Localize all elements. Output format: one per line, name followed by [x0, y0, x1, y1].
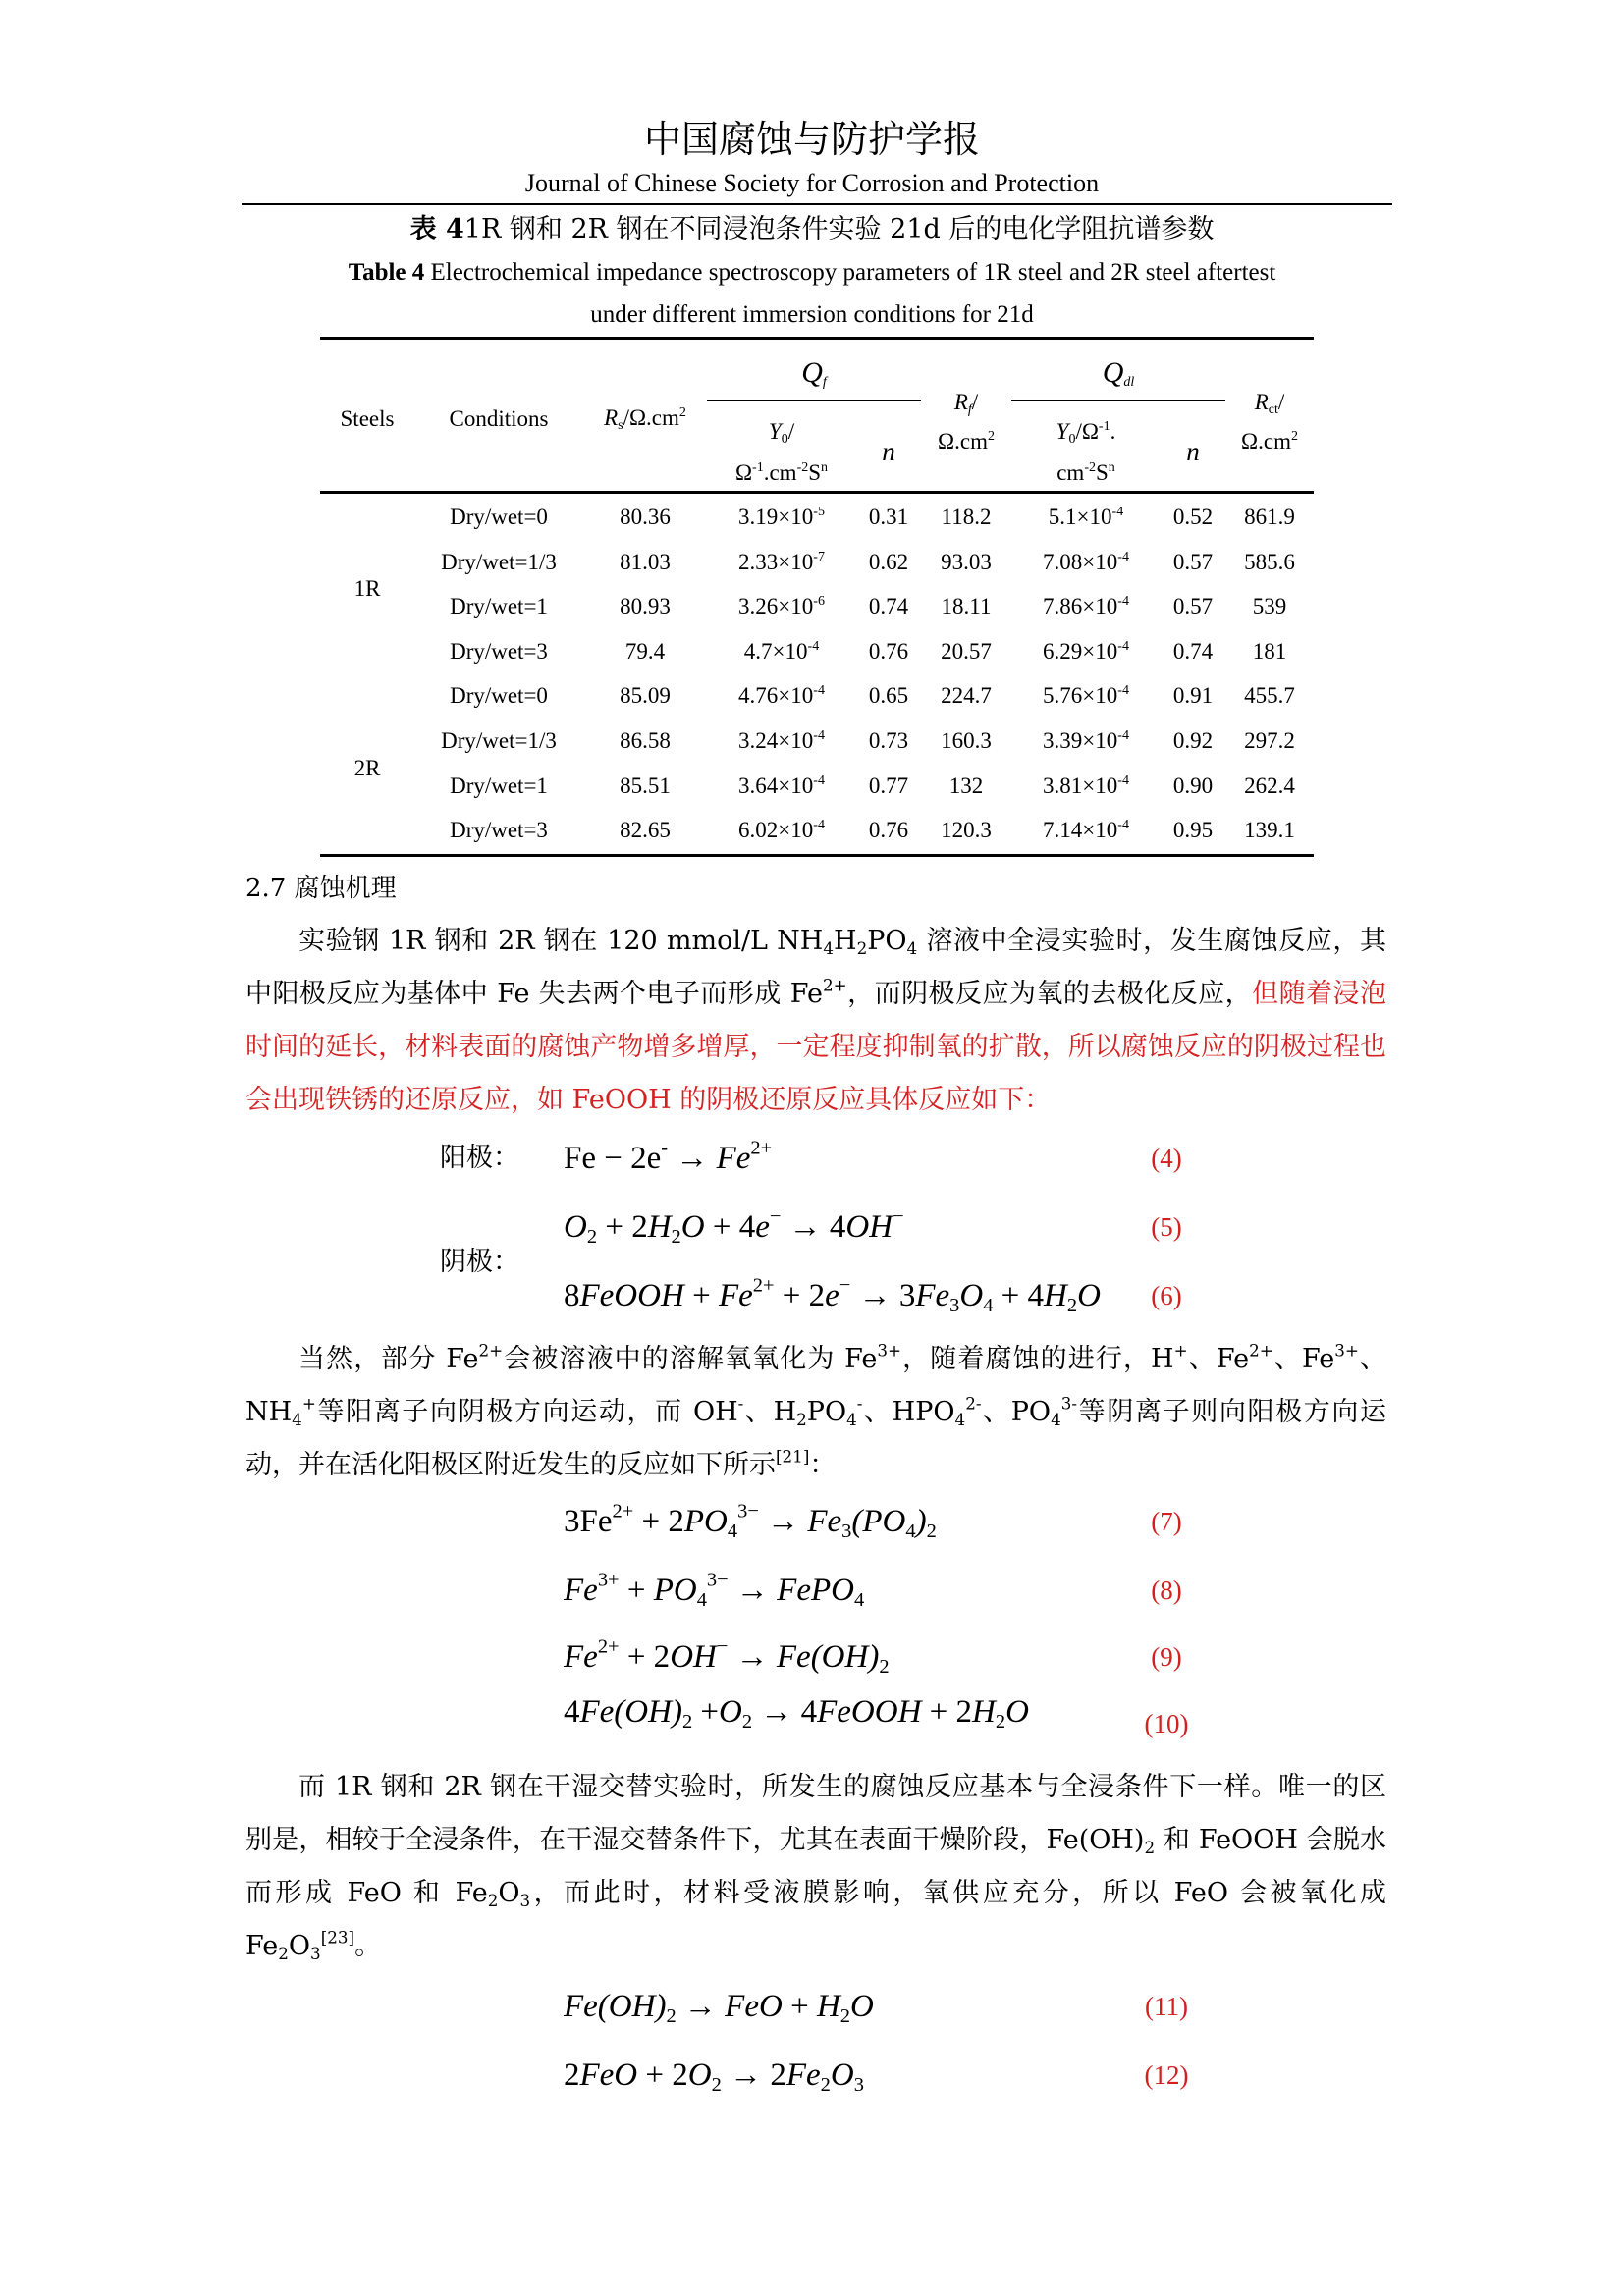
qdl-y0-unit3-sup: n	[1108, 460, 1115, 475]
cell-rct: 262.4	[1244, 774, 1295, 798]
header-qdl-y0-unit	[1011, 459, 1161, 487]
p1-e: ，而阴极反应为氧的去极化反应，	[846, 979, 1253, 1009]
p2-h: 、H	[743, 1397, 797, 1427]
p3-sub5: 3	[310, 1944, 321, 1964]
header-qf-y0-unit	[707, 459, 856, 487]
qf-y0-unit: Ω	[734, 460, 753, 485]
cell-rf: 93.03	[941, 550, 992, 574]
times-sign: ×	[1082, 683, 1096, 708]
cell-y0	[707, 504, 856, 531]
equation-11: $Fe(OH)_2$ → FeO + $H_2O$	[564, 1989, 874, 2028]
cell-ydl-base: 10	[1095, 594, 1118, 618]
cell-y0	[707, 817, 856, 844]
paragraph-1	[245, 915, 1386, 1127]
p2-sub5: 4	[1051, 1410, 1061, 1430]
cell-y0-mantissa: 2.33	[738, 550, 779, 574]
equation-number-7: (7)	[1151, 1507, 1182, 1536]
cell-ydl-exponent: -4	[1117, 728, 1129, 743]
cell-rs: 80.36	[620, 505, 671, 529]
p2-g: 等阳离子向阴极方向运动，而 OH	[315, 1397, 738, 1427]
cell-rs: 86.58	[620, 728, 671, 753]
p3-a: 而 1R 钢和 2R 钢在干湿交替实验时，所发生的腐蚀反应基本与全浸条件下一样。唯一的区别是，相较于全浸条件，在干湿交替条件下，尤其在表面干燥阶段，Fe(OH)	[245, 1772, 1386, 1855]
header-qf-y0	[707, 418, 856, 446]
qdl-span-rule	[1011, 400, 1225, 401]
cell-n2: 0.57	[1172, 594, 1214, 618]
cell-n1: 0.31	[868, 505, 909, 529]
times-sign: ×	[778, 594, 791, 618]
cell-y0-exponent: -4	[813, 728, 825, 743]
qdl-symbol: Q	[1102, 356, 1124, 389]
rf-unit: Ω.cm	[938, 429, 988, 454]
qdl-y0-sub: 0	[1068, 432, 1076, 447]
cell-cond: Dry/wet=0	[450, 683, 548, 708]
p2-sup6: +	[301, 1393, 316, 1414]
cell-rf: 20.57	[941, 639, 992, 664]
times-sign: ×	[1082, 728, 1096, 753]
p2-a: 当然，部分 Fe	[298, 1344, 479, 1374]
p1-sub2: 2	[856, 938, 868, 959]
qf-y0-slash: /	[787, 419, 795, 444]
times-sign: ×	[778, 550, 791, 574]
times-sign: ×	[778, 683, 791, 708]
cell-y0	[707, 549, 856, 576]
cell-ydl	[1011, 549, 1161, 576]
cell-cond: Dry/wet=1	[450, 774, 548, 798]
cell-y0-mantissa: 3.19	[738, 505, 779, 529]
cell-y0-base: 10	[790, 818, 814, 842]
cell-rs: 80.93	[620, 594, 671, 618]
p1-d: 溶液中全浸实验时，发生腐蚀反应，其中阳极反应为基体中 Fe 失去两个电子而形成 Fe	[245, 926, 1387, 1009]
cell-ydl-base: 10	[1095, 818, 1118, 842]
cell-rct: 861.9	[1244, 505, 1295, 529]
cell-ydl	[1011, 773, 1161, 800]
p2-i: PO	[806, 1397, 847, 1427]
cell-n2: 0.57	[1172, 550, 1214, 574]
cell-ydl-exponent: -4	[1117, 639, 1129, 654]
p2-j: 、HPO	[862, 1397, 955, 1427]
cell-n2: 0.91	[1172, 683, 1214, 708]
times-sign: ×	[1082, 550, 1096, 574]
cell-ydl-mantissa: 7.86	[1043, 594, 1083, 618]
cell-y0	[707, 773, 856, 800]
cell-rct: 539	[1252, 594, 1287, 618]
cell-rs: 79.4	[624, 639, 666, 664]
cell-cond: Dry/wet=3	[450, 818, 548, 842]
qf-y0-unit-sup: -1	[752, 460, 764, 475]
cell-rf: 18.11	[941, 594, 992, 618]
p2-ref: [21]	[776, 1446, 810, 1467]
cell-ydl-base: 10	[1089, 505, 1112, 529]
p1-c: PO	[867, 926, 907, 956]
cell-y0-exponent: -4	[813, 818, 825, 832]
cell-cond: Dry/wet=1	[450, 594, 548, 618]
equation-9: $Fe^{2+} + 2OH^- \to Fe(OH)_2$	[564, 1635, 890, 1679]
table-mid-rule	[320, 491, 1314, 494]
qf-y0-unit3: S	[808, 460, 822, 485]
qf-span-rule	[707, 400, 921, 401]
cell-rct: 585.6	[1244, 550, 1295, 574]
cell-n2: 0.74	[1172, 639, 1214, 664]
cell-ydl	[1011, 682, 1161, 710]
header-qdl	[1011, 356, 1225, 390]
cell-y0-base: 10	[790, 683, 814, 708]
p1-sup1: 2+	[823, 975, 847, 995]
cell-ydl-mantissa: 3.39	[1043, 728, 1083, 753]
rs-sup: 2	[678, 405, 686, 420]
cell-y0-base: 10	[790, 594, 814, 618]
cell-rs: 85.51	[620, 774, 671, 798]
p3-d: ，而此时，材料受液膜影响，氧供应充分，所以 FeO 会被氧化成 Fe	[245, 1878, 1386, 1961]
header-rf-unit	[921, 428, 1011, 455]
cell-ydl-exponent: -4	[1117, 683, 1129, 698]
p1-a: 实验钢 1R 钢和 2R 钢在 120 mmol/L NH	[298, 926, 824, 956]
equation-10: $4Fe(OH)_2 +O_2$ → 4FeOOH + $2H_2O$	[564, 1694, 1029, 1734]
qdl-y0-unit2: cm	[1056, 460, 1085, 485]
times-sign: ×	[1076, 505, 1090, 529]
cell-ydl	[1011, 727, 1161, 755]
p2-sup9: 2-	[965, 1393, 982, 1414]
cell-rf: 132	[948, 774, 984, 798]
p3-b: 和 FeOOH 会脱水而形成 FeO 和 Fe	[245, 1825, 1387, 1908]
qdl-y0-unit-sup: -1	[1098, 419, 1110, 434]
cell-y0	[707, 727, 856, 755]
p3-f: 。	[354, 1931, 382, 1961]
cell-rs: 85.09	[620, 683, 671, 708]
times-sign: ×	[1082, 639, 1096, 664]
table-caption-cn-text: 1R 钢和 2R 钢在不同浸泡条件实验 21d 后的电化学阻抗谱参数	[463, 214, 1215, 244]
p2-sup8: -	[856, 1393, 863, 1414]
p2-sub1: 4	[292, 1410, 302, 1430]
cell-n2: 0.52	[1172, 505, 1214, 529]
p1-b: H	[834, 926, 857, 956]
p2-l: 等阴离子则向阳极方向运动，并在活化阳极区附近发生的反应如下所示	[245, 1397, 1387, 1480]
cell-ydl-mantissa: 7.08	[1043, 550, 1083, 574]
p2-sup10: 3-	[1060, 1393, 1078, 1414]
p3-sub1: 2	[1144, 1838, 1156, 1858]
rct-unit-sup: 2	[1290, 429, 1298, 444]
cell-ydl-base: 10	[1095, 550, 1118, 574]
p2-sup5: 3+	[1334, 1340, 1359, 1361]
rct-unit: Ω.cm	[1241, 429, 1291, 454]
p2-f: 、NH	[245, 1344, 1386, 1427]
cell-ydl-base: 10	[1095, 683, 1118, 708]
qdl-sub: dl	[1123, 375, 1135, 390]
header-rf	[921, 389, 1011, 416]
rf-slash: /	[971, 390, 979, 414]
paragraph-3	[245, 1761, 1386, 1973]
cell-cond: Dry/wet=0	[450, 505, 548, 529]
cell-ydl	[1011, 638, 1161, 666]
p3-c: O	[498, 1878, 520, 1908]
cell-rct: 139.1	[1244, 818, 1295, 842]
equation-number-5: (5)	[1151, 1212, 1182, 1242]
times-sign: ×	[778, 774, 791, 798]
qf-y0-symbol: Y	[768, 419, 782, 444]
times-sign: ×	[778, 818, 791, 842]
cell-ydl-mantissa: 5.1	[1048, 505, 1077, 529]
qf-sub: f	[822, 375, 827, 390]
steel-group-2r: 2R	[353, 756, 381, 780]
cell-rs: 81.03	[620, 550, 671, 574]
p2-sup7: -	[737, 1393, 744, 1414]
equation-4: $Fe - 2e^- \to Fe^{2+}$	[564, 1137, 773, 1176]
equation-7: $3Fe^{2+} + 2PO_4^{3-} \to Fe_3(PO_4)_2$	[564, 1500, 937, 1543]
times-sign: ×	[1082, 594, 1096, 618]
qdl-y0-symbol: Y	[1056, 419, 1069, 444]
cell-y0-mantissa: 6.02	[738, 818, 779, 842]
cell-cond: Dry/wet=1/3	[441, 728, 557, 753]
cell-cond: Dry/wet=1/3	[441, 550, 557, 574]
header-n2: n	[1186, 437, 1200, 466]
header-rct-unit	[1225, 428, 1314, 455]
p2-sub3: 4	[846, 1410, 857, 1430]
equation-number-9: (9)	[1151, 1642, 1182, 1672]
cell-n1: 0.73	[868, 728, 909, 753]
cell-rf: 118.2	[941, 505, 992, 529]
equation-number-10: (10)	[1144, 1709, 1189, 1738]
equation-number-4: (4)	[1151, 1144, 1182, 1173]
times-sign: ×	[778, 728, 791, 753]
equation-number-11: (11)	[1145, 1992, 1188, 2021]
cell-ydl-exponent: -4	[1117, 550, 1129, 564]
rf-unit-sup: 2	[987, 429, 995, 444]
cell-rf: 224.7	[941, 683, 992, 708]
cell-n2: 0.92	[1172, 728, 1214, 753]
cell-ydl-mantissa: 7.14	[1043, 818, 1083, 842]
equation-6: 8FeOOH + $Fe^{2+} + 2e^- \to 3Fe_3O_4 + 4H_2O$	[564, 1274, 1101, 1317]
qf-y0-sub: 0	[781, 432, 788, 447]
header-conditions: Conditions	[449, 406, 549, 431]
equation-number-8: (8)	[1151, 1575, 1182, 1605]
p2-sup2: 3+	[877, 1340, 902, 1361]
cell-y0-exponent: -5	[813, 505, 825, 519]
cell-n1: 0.76	[868, 818, 909, 842]
cell-ydl-base: 10	[1095, 728, 1118, 753]
cell-ydl-exponent: -4	[1117, 818, 1129, 832]
p1-sub1: 4	[823, 938, 835, 959]
cell-y0-mantissa: 4.76	[738, 683, 779, 708]
cell-ydl-mantissa: 3.81	[1043, 774, 1083, 798]
p2-c: ，随着腐蚀的进行，H	[901, 1344, 1174, 1374]
cell-ydl-mantissa: 5.76	[1043, 683, 1083, 708]
cell-ydl	[1011, 817, 1161, 844]
table-caption-en-line1: Electrochemical impedance spectroscopy parameters of 1R steel and 2R steel aftertest	[424, 259, 1276, 286]
table-bottom-rule	[320, 854, 1314, 857]
cell-y0-base: 10	[790, 550, 814, 574]
cell-rf: 120.3	[941, 818, 992, 842]
cell-y0-base: 10	[790, 774, 814, 798]
cell-ydl	[1011, 593, 1161, 620]
header-qdl-y0	[1011, 418, 1161, 446]
cell-y0-base: 10	[790, 505, 814, 529]
rct-slash: /	[1277, 390, 1285, 414]
cell-ydl-base: 10	[1095, 639, 1118, 664]
header-steels: Steels	[340, 406, 395, 431]
cell-y0-mantissa: 3.24	[738, 728, 779, 753]
p2-sup3: +	[1173, 1340, 1188, 1361]
cell-y0-exponent: -4	[807, 639, 820, 654]
cell-ydl-mantissa: 6.29	[1043, 639, 1083, 664]
p2-e: 、Fe	[1272, 1344, 1335, 1374]
qf-y0-unit2-sup: -2	[796, 460, 809, 475]
journal-title-en: Journal of Chinese Society for Corrosion and Protection	[524, 169, 1100, 197]
cell-n1: 0.76	[868, 639, 909, 664]
p1-sub3: 4	[906, 938, 918, 959]
equation-8: $Fe^{3+} + PO_4^{3-}$ → FePO$_4$	[564, 1569, 865, 1612]
header-rs	[583, 404, 707, 432]
cell-y0-exponent: -4	[813, 774, 825, 788]
cell-ydl	[1011, 504, 1161, 531]
qf-y0-unit3-sup: n	[821, 460, 829, 475]
p3-ref: [23]	[320, 1927, 355, 1948]
p2-k: 、PO	[981, 1397, 1052, 1427]
p2-b: 会被溶液中的溶解氧氧化为 Fe	[503, 1344, 878, 1374]
cell-y0	[707, 682, 856, 710]
cell-y0-mantissa: 3.64	[738, 774, 779, 798]
cell-n1: 0.62	[868, 550, 909, 574]
journal-title-cn: 中国腐蚀与防护学报	[643, 118, 980, 161]
cell-rs: 82.65	[620, 818, 671, 842]
header-rule	[242, 203, 1392, 205]
cell-ydl-exponent: -4	[1117, 774, 1129, 788]
cell-n1: 0.65	[868, 683, 909, 708]
p3-sub2: 2	[487, 1891, 499, 1911]
rct-symbol: R	[1254, 390, 1269, 414]
rs-symbol: R	[604, 405, 619, 430]
cell-y0	[707, 593, 856, 620]
table-caption-cn-label: 表 4	[409, 214, 464, 244]
qdl-y0-unit3: S	[1095, 460, 1109, 485]
table-caption-en-line2: under different immersion conditions for 21d	[590, 301, 1034, 328]
steel-group-1r: 1R	[353, 576, 381, 601]
cell-ydl-exponent: -4	[1117, 594, 1129, 609]
cell-y0-base: 10	[785, 639, 808, 664]
table-caption-en	[0, 256, 1624, 290]
cell-rct: 181	[1252, 639, 1287, 664]
p2-sup4: 2+	[1249, 1340, 1273, 1361]
cathode-label: 阴极：	[440, 1247, 519, 1277]
cell-rct: 455.7	[1244, 683, 1295, 708]
times-sign: ×	[772, 639, 785, 664]
cell-n2: 0.95	[1172, 818, 1214, 842]
rf-symbol: R	[953, 390, 968, 414]
cell-rct: 297.2	[1244, 728, 1295, 753]
p3-sub4: 2	[278, 1944, 289, 1964]
p2-sub4: 4	[954, 1410, 966, 1430]
table-top-rule	[320, 337, 1314, 340]
anode-label: 阳极：	[440, 1143, 519, 1173]
paragraph-2	[245, 1333, 1386, 1492]
rs-unit: /Ω.cm	[623, 405, 679, 430]
cell-ydl-base: 10	[1095, 774, 1118, 798]
cell-y0-mantissa: 4.7	[743, 639, 773, 664]
cell-y0-mantissa: 3.26	[738, 594, 779, 618]
p2-sup1: 2+	[478, 1340, 504, 1361]
header-rct	[1225, 389, 1314, 416]
equation-number-12: (12)	[1144, 2060, 1189, 2090]
section-title: 2.7 腐蚀机理	[245, 874, 397, 903]
p1-red: 但随着浸泡时间的延长，材料表面的腐蚀产物增多增厚，一定程度抑制氧的扩散，所以腐蚀反应的阴极过程也会出现铁锈的还原反应，如 FeOOH 的阴极还原反应具体反应如下：	[245, 979, 1387, 1115]
equation-12: $2FeO + 2O_2 \to 2Fe_2O_3$	[564, 2057, 864, 2097]
cell-cond: Dry/wet=3	[450, 639, 548, 664]
qf-y0-unit2: .cm	[763, 460, 797, 485]
p3-sub3: 3	[519, 1891, 531, 1911]
cell-rf: 160.3	[941, 728, 992, 753]
cell-n1: 0.77	[868, 774, 909, 798]
times-sign: ×	[1082, 818, 1096, 842]
equation-number-6: (6)	[1151, 1281, 1182, 1310]
header-qf	[707, 356, 921, 390]
rf-sub: f	[967, 402, 972, 417]
p2-d: 、Fe	[1187, 1344, 1250, 1374]
cell-ydl-exponent: -4	[1111, 505, 1124, 519]
qdl-y0-dot: .	[1110, 419, 1116, 444]
cell-y0-base: 10	[790, 728, 814, 753]
p2-m: ：	[809, 1450, 837, 1480]
rs-sub: s	[618, 418, 623, 433]
cell-n1: 0.74	[868, 594, 909, 618]
cell-y0	[707, 638, 856, 666]
times-sign: ×	[1082, 774, 1096, 798]
qdl-y0-unit: /Ω	[1075, 419, 1099, 444]
p2-sub2: 2	[796, 1410, 807, 1430]
equation-5: $O_2 + 2H_2O + 4e^- \to 4OH^-$	[564, 1205, 904, 1249]
rct-sub: ct	[1268, 402, 1278, 417]
cell-y0-exponent: -6	[813, 594, 825, 609]
qf-symbol: Q	[801, 356, 823, 389]
qdl-y0-unit2-sup: -2	[1084, 460, 1096, 475]
cell-y0-exponent: -7	[813, 550, 825, 564]
header-n1: n	[882, 437, 895, 466]
p3-e: O	[288, 1931, 311, 1961]
cell-y0-exponent: -4	[813, 683, 825, 698]
cell-n2: 0.90	[1172, 774, 1214, 798]
table-caption-cn	[0, 211, 1624, 248]
table-caption-en-label: Table 4	[348, 259, 425, 286]
times-sign: ×	[778, 505, 791, 529]
